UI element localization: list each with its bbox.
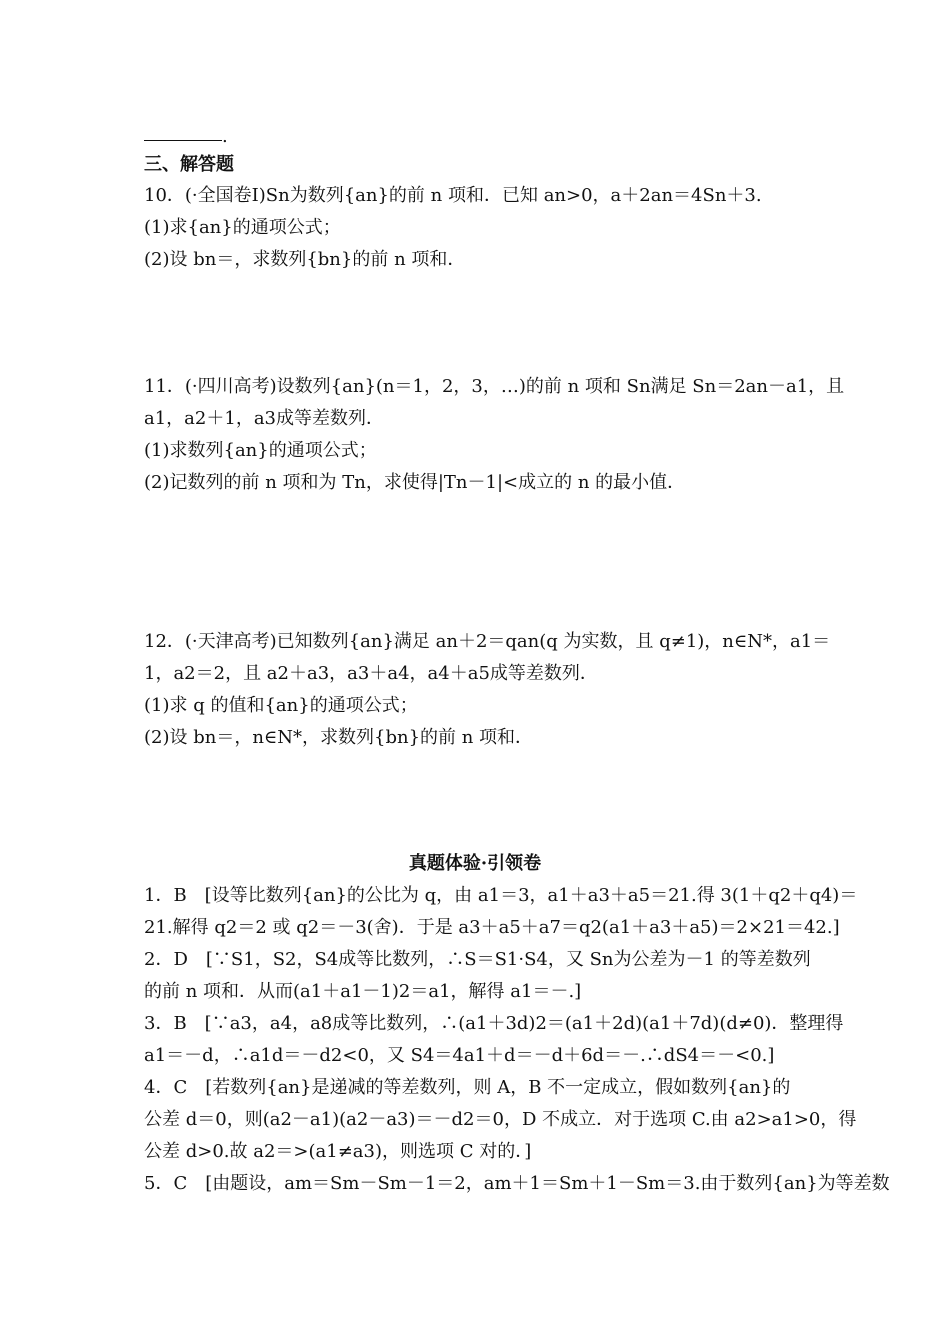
problem-10-line-3: (2)设 bn＝，求数列{bn}的前 n 项和． bbox=[144, 249, 466, 270]
answer-line: a1＝－d，∴a1d＝－d2<0，又 S4＝4a1＋d＝－d＋6d＝－.∴dS4＝－<0.] bbox=[144, 1045, 775, 1066]
answers-title: 真题体验·引领卷 bbox=[408, 853, 542, 874]
problem-11-line-2: a1，a2＋1，a3成等差数列． bbox=[144, 408, 385, 429]
answer-line: 2．D [∵S1，S2，S4成等比数列，∴S＝S1·S4，又 Sn为公差为－1 的等差数列 bbox=[144, 949, 811, 970]
section-title: 三、解答题 bbox=[144, 154, 234, 175]
problem-11-line-3: (1)求数列{an}的通项公式； bbox=[144, 440, 377, 461]
fill-blank-line bbox=[144, 140, 222, 141]
answer-line: 4．C [若数列{an}是递减的等差数列，则 A，B 不一定成立，假如数列{an}的 bbox=[144, 1077, 791, 1098]
answer-line: 公差 d>0.故 a2＝>(a1≠a3)，则选项 C 对的．] bbox=[144, 1141, 532, 1162]
answer-line: 21.解得 q2＝2 或 q2＝－3(舍)．于是 a3＋a5＋a7＝q2(a1＋a3＋a5)＝2×21＝42.] bbox=[144, 917, 840, 938]
problem-10-line-2: (1)求{an}的通项公式； bbox=[144, 217, 341, 238]
problem-12-line-2: 1，a2＝2，且 a2＋a3，a3＋a4，a4＋a5成等差数列． bbox=[144, 663, 598, 684]
answer-line: 的前 n 项和．从而(a1＋a1－1)2＝a1，解得 a1＝－.] bbox=[144, 981, 582, 1002]
problem-12-line-1: 12．(·天津高考)已知数列{an}满足 an＋2＝qan(q 为实数，且 q≠1)，n∈N*，a1＝ bbox=[144, 631, 831, 652]
answer-line: 3．B [∵a3，a4，a8成等比数列，∴(a1＋3d)2＝(a1＋2d)(a1＋7d)(d≠0)．整理得 bbox=[144, 1013, 844, 1034]
problem-10-line-1: 10．(·全国卷Ⅰ)Sn为数列{an}的前 n 项和．已知 an>0，a＋2an＝4Sn＋3. bbox=[144, 185, 762, 206]
answer-line: 1．B [设等比数列{an}的公比为 q，由 a1＝3，a1＋a3＋a5＝21.得 3(1＋q2＋q4)＝ bbox=[144, 885, 858, 906]
problem-12-line-4: (2)设 bn＝，n∈N*，求数列{bn}的前 n 项和． bbox=[144, 727, 534, 748]
fill-blank-tail: . bbox=[222, 126, 228, 147]
answer-line: 公差 d＝0，则(a2－a1)(a2－a3)＝－d2＝0，D 不成立．对于选项 C.由 a2>a1>0，得 bbox=[144, 1109, 857, 1130]
problem-11-line-4: (2)记数列的前 n 项和为 Tn，求使得|Tn－1|<成立的 n 的最小值． bbox=[144, 472, 686, 493]
problem-11-line-1: 11．(·四川高考)设数列{an}(n＝1，2，3，…)的前 n 项和 Sn满足 Sn＝2an－a1，且 bbox=[144, 376, 845, 397]
problem-12-line-3: (1)求 q 的值和{an}的通项公式； bbox=[144, 695, 418, 716]
answer-line: 5．C [由题设，am＝Sm－Sm－1＝2，am＋1＝Sm＋1－Sm＝3.由于数列{an}为等差数 bbox=[144, 1173, 890, 1194]
